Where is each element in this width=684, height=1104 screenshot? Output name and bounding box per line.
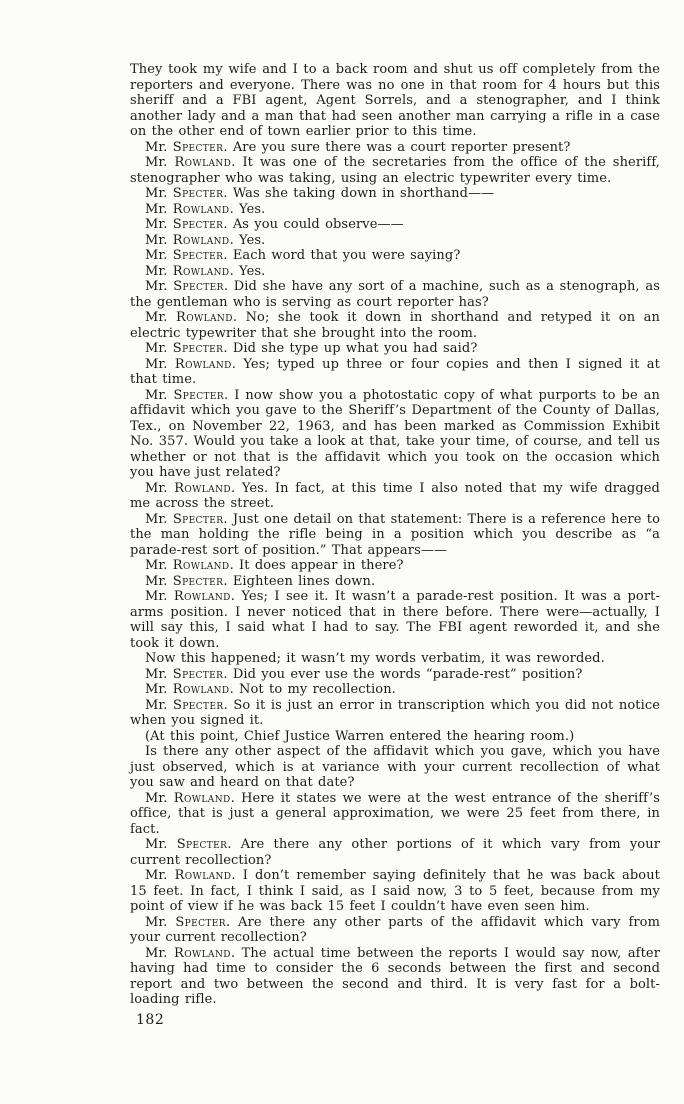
paragraph: Mr. Rowland. It was one of the secretaries from the office of the sheriff, stenographer who was taking, using an electric typewriter every time. <box>130 155 661 186</box>
paragraph: Mr. Specter. Just one detail on that statement: There is a reference here to the man holding the rifle being in a position which you describe as “a parade-rest sort of position.” That appears—— <box>130 511 661 558</box>
paragraph: Mr. Rowland. No; she took it down in shorthand and retyped it on an electric typewriter that she brought into the room. <box>130 310 661 341</box>
speaker-name: Specter <box>172 248 224 263</box>
paragraph: Mr. Rowland. Here it states we were at the west entrance of the sheriff’s office, that is just a general approximation, we were 25 feet from there, in fact. <box>130 790 660 837</box>
speaker-name: Specter <box>173 279 224 294</box>
speaker-name: Rowland <box>174 155 232 170</box>
testimony-text <box>130 62 660 1008</box>
paragraph: Mr. Specter. Did she type up what you had said? <box>145 341 478 356</box>
paragraph: Mr. Specter. Are you sure there was a court reporter present? <box>145 139 571 155</box>
speaker-name: Rowland <box>172 263 230 279</box>
speaker-name: Rowland <box>176 310 233 325</box>
paragraph: Mr. Specter. Did you ever use the words “parade-rest” position? <box>145 666 583 682</box>
paragraph: Mr. Rowland. The actual time between the reports I would say now, after having had time to consider the 6 seconds between the first and second report and two between the second and third. It is very fast for a bolt-loading rifle. <box>130 945 661 1007</box>
paragraph: Mr. Specter. Was she taking down in shorthand—— <box>145 186 495 201</box>
speaker-name: Rowland <box>172 682 230 697</box>
speaker-name: Specter <box>172 511 224 527</box>
speaker-name: Specter <box>173 697 224 713</box>
speaker-name: Rowland <box>172 558 230 573</box>
speaker-name: Specter <box>172 573 224 589</box>
speaker-name: Specter <box>176 837 228 852</box>
paragraph: Mr. Specter. As you could observe—— <box>145 217 404 232</box>
paragraph: Mr. Specter. So it is just an error in transcription which you did not notice when you signed it. <box>130 697 660 728</box>
paragraph: They took my wife and I to a back room and shut us off completely from the reporters and everyone. There was no one in that room for 4 hours but this sheriff and a FBI agent, Agent Sorrels, and a stenographer, and I think another lady and a man that had seen another man carrying a rifle in a case on the other end of town earlier prior to this time. <box>130 62 660 139</box>
paragraph: Mr. Rowland. Yes; typed up three or four copies and then I signed it at that time. <box>130 356 660 387</box>
paragraph: Mr. Specter. Did she have any sort of a machine, such as a stenograph, as the gentleman who is serving as court reporter has? <box>130 279 661 310</box>
paragraph: Mr. Specter. Eighteen lines down. <box>145 573 376 589</box>
paragraph: Mr. Specter. Each word that you were saying? <box>145 248 461 263</box>
speaker-name: Specter <box>172 139 224 155</box>
speaker-name: Specter <box>172 666 224 682</box>
speaker-name: Rowland <box>173 589 231 604</box>
paragraph: Mr. Specter. Are there any other parts of the affidavit which vary from your current recollection? <box>130 914 661 945</box>
speaker-name: Specter <box>172 341 224 356</box>
paragraph: Mr. Specter. I now show you a photostatic copy of what purports to be an affidavit which you gave to the Sheriff’s Department of the County of Dallas, Tex., on November 22, 1963, and has been marked as Commission Exhibit No. 357. Would you take a look at that, take your time, of course, and tell us whether or not that is the affidavit which you took on the occasion which you have just related? <box>130 387 660 480</box>
paragraph: Mr. Rowland. Yes. <box>145 232 266 248</box>
paragraph: Is there any other aspect of the affidavit which you gave, which you have just observed, which is at variance with your current recollection of what you saw and heard on that date? <box>130 744 660 790</box>
paragraph: Mr. Rowland. Yes. In fact, at this time I also noted that my wife dragged me across the street. <box>130 480 660 511</box>
speaker-name: Rowland <box>174 356 232 372</box>
speaker-name: Specter <box>172 217 224 232</box>
speaker-name: Rowland <box>174 945 231 961</box>
paragraph: Mr. Rowland. Yes; I see it. It wasn’t a parade-rest position. It was a port-arms position. I never noticed that in there before. There were—actually, I will say this, I said what I had to say. The FBI agent reworded it, and she took it down. <box>130 589 660 651</box>
paragraph: Mr. Rowland. I don’t remember saying definitely that he was back about 15 feet. In fact, I think I said, as I said now, 3 to 5 feet, because from my point of view if he was back 15 feet I couldn’t have even seen him. <box>130 868 660 914</box>
paragraph: Mr. Specter. Are there any other portions of it which vary from your current recollection? <box>130 837 661 868</box>
paragraph: Mr. Rowland. Yes. <box>145 263 266 279</box>
speaker-name: Specter <box>175 914 226 930</box>
paragraph: (At this point, Chief Justice Warren entered the hearing room.) <box>145 728 575 744</box>
speaker-name: Rowland <box>172 232 230 248</box>
paragraph: Mr. Rowland. It does appear in there? <box>145 558 404 573</box>
paragraph: Mr. Rowland. Yes. <box>145 201 266 217</box>
speaker-name: Rowland <box>172 201 230 217</box>
speaker-name: Specter <box>173 387 225 403</box>
speaker-name: Specter <box>172 186 224 201</box>
speaker-name: Rowland <box>174 868 232 883</box>
paragraph: Now this happened; it wasn’t my words verbatim, it was reworded. <box>145 651 605 666</box>
page-number: 182 <box>136 1012 165 1028</box>
speaker-name: Rowland <box>174 480 231 496</box>
speaker-name: Rowland <box>173 790 231 806</box>
paragraph: Mr. Rowland. Not to my recollection. <box>145 682 396 697</box>
